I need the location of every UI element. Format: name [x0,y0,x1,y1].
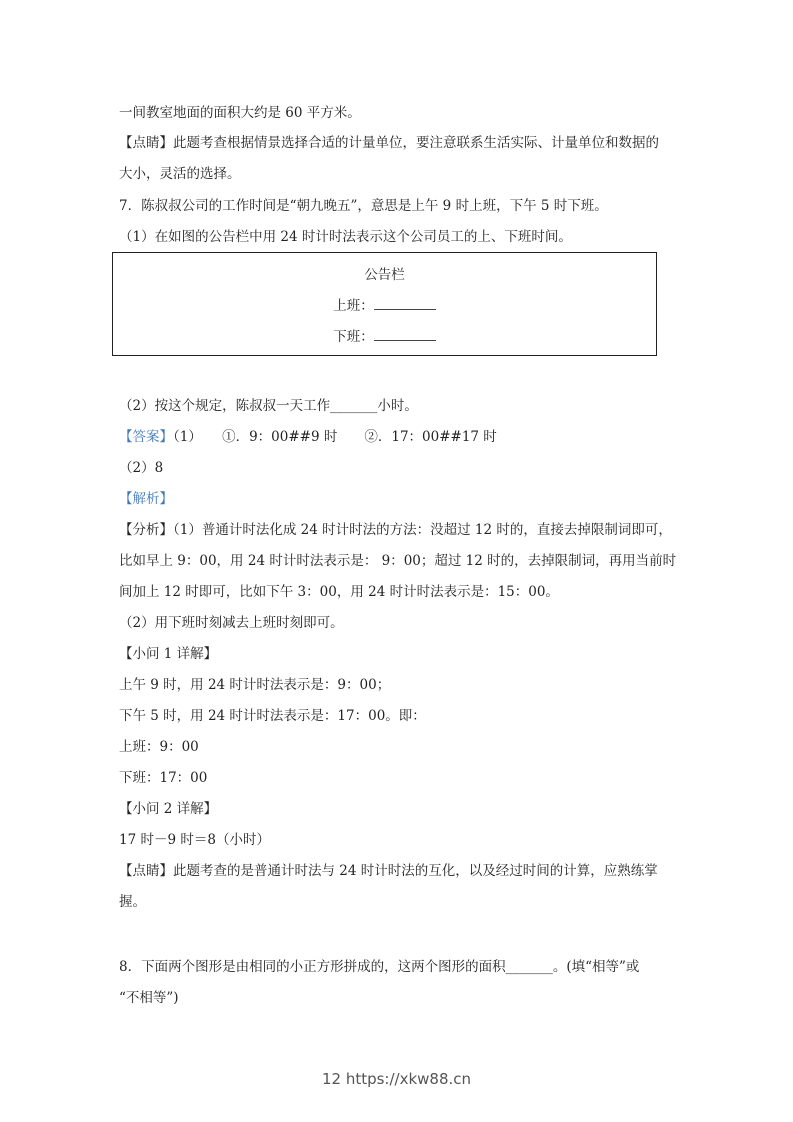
start-time-blank [374,297,436,310]
analysis-line: 17 时－9 时＝8（小时） [119,832,270,848]
analysis-line: 比如早上 9：00，用 24 时计时法表示是： 9：00；超过 12 时的，去掉限制词，再用当前时 [119,553,677,569]
analysis-line: 上午 9 时，用 24 时计时法表示是：9：00； [119,677,391,693]
text-line: 【点睛】此题考查根据情景选择合适的计量单位，要注意联系生活实际、计量单位和数据的 [119,135,659,151]
answer-part-2: （2）8 [119,460,164,476]
notice-board-end-row [113,328,656,346]
answer-tag: 【答案】 [119,429,173,445]
analysis-tag: 【解析】 [119,491,173,507]
question-7: 7．陈叔叔公司的工作时间是“朝九晚五”，意思是上午 9 时上班，下午 5 时下班。 [119,198,608,214]
analysis-line: 下午 5 时，用 24 时计时法表示是：17：00。即： [119,708,426,724]
comment-line: 【点睛】此题考查的是普通计时法与 24 时计时法的互化，以及经过时间的计算，应熟练掌 [119,863,658,879]
sub-question-2-header: 【小问 2 详解】 [119,801,218,817]
page-footer: 12 https://xkw88.cn [321,1070,472,1088]
analysis-line: 上班：9：00 [119,739,199,755]
end-time-label: 下班： [333,329,374,345]
analysis-line: 【分析】（1）普通计时法化成 24 时计时法的方法：没超过 12 时的，直接去掉限制词即可， [119,522,672,538]
analysis-line: 间加上 12 时即可，比如下午 3：00，用 24 时计时法表示是：15：00。 [119,584,559,600]
sub-question-1-header: 【小问 1 详解】 [119,646,218,662]
end-time-blank [374,328,436,341]
answer-part-1: （1） ①．9：00##9 时 ②．17：00##17 时 [173,429,497,445]
question-8: 8．下面两个图形是由相同的小正方形拼成的，这两个图形的面积_______。(填“相等”或 [119,959,640,975]
notice-board-title: 公告栏 [364,267,405,283]
text-line: 大小，灵活的选择。 [119,166,241,182]
notice-board [112,252,657,356]
question-7-part-2: （2）按这个规定，陈叔叔一天工作_______小时。 [119,398,418,414]
analysis-line: （2）用下班时刻减去上班时刻即可。 [119,615,344,631]
analysis-line: 下班：17：00 [119,770,208,786]
question-7-part-1: （1）在如图的公告栏中用 24 时计时法表示这个公司员工的上、下班时间。 [119,229,572,245]
question-8-cont: “不相等”) [119,990,179,1006]
comment-line: 握。 [119,894,146,910]
start-time-label: 上班： [333,298,374,314]
text-line: 一间教室地面的面积大约是 60 平方米。 [119,105,361,121]
notice-board-start-row [113,297,656,315]
answer-line [119,428,497,446]
